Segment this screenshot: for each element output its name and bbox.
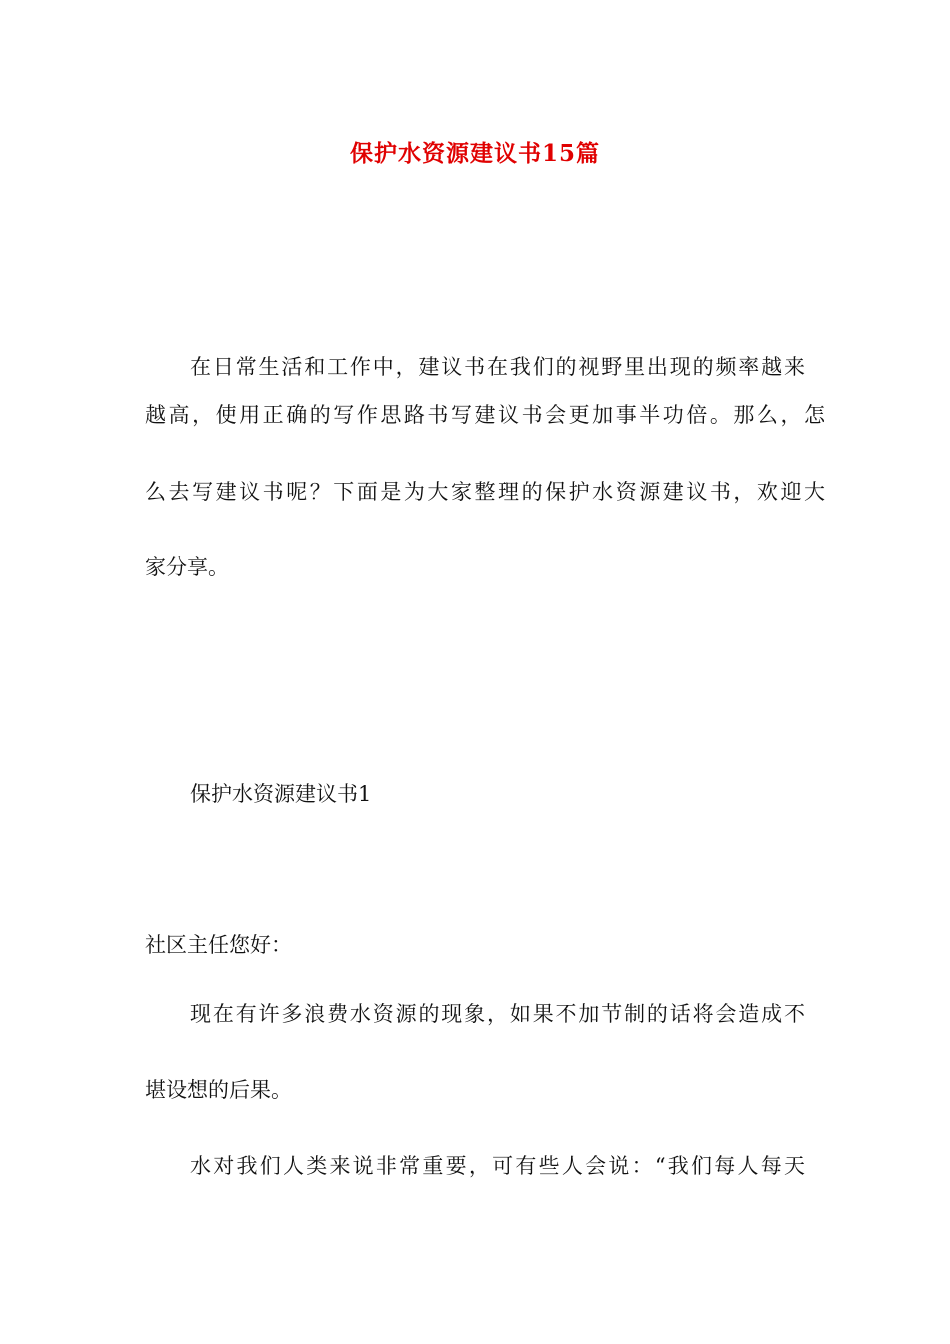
intro-line-2: 越高，使用正确的写作思路书写建议书会更加事半功倍。那么，怎	[145, 403, 825, 427]
salutation: 社区主任您好：	[145, 933, 292, 957]
paragraph1-line-2: 堪设想的后果。	[145, 1078, 292, 1102]
intro-line-3: 么去写建议书呢？下面是为大家整理的保护水资源建议书，欢迎大	[145, 480, 825, 504]
intro-line-4: 家分享。	[145, 555, 229, 579]
document-title: 保护水资源建议书15篇	[349, 140, 600, 167]
section-heading: 保护水资源建议书1	[190, 782, 372, 806]
paragraph2-line-1: 水对我们人类来说非常重要，可有些人会说：“我们每人每天	[190, 1154, 805, 1178]
paragraph1-line-1: 现在有许多浪费水资源的现象，如果不加节制的话将会造成不	[190, 1002, 805, 1026]
intro-line-1: 在日常生活和工作中，建议书在我们的视野里出现的频率越来	[190, 355, 805, 379]
